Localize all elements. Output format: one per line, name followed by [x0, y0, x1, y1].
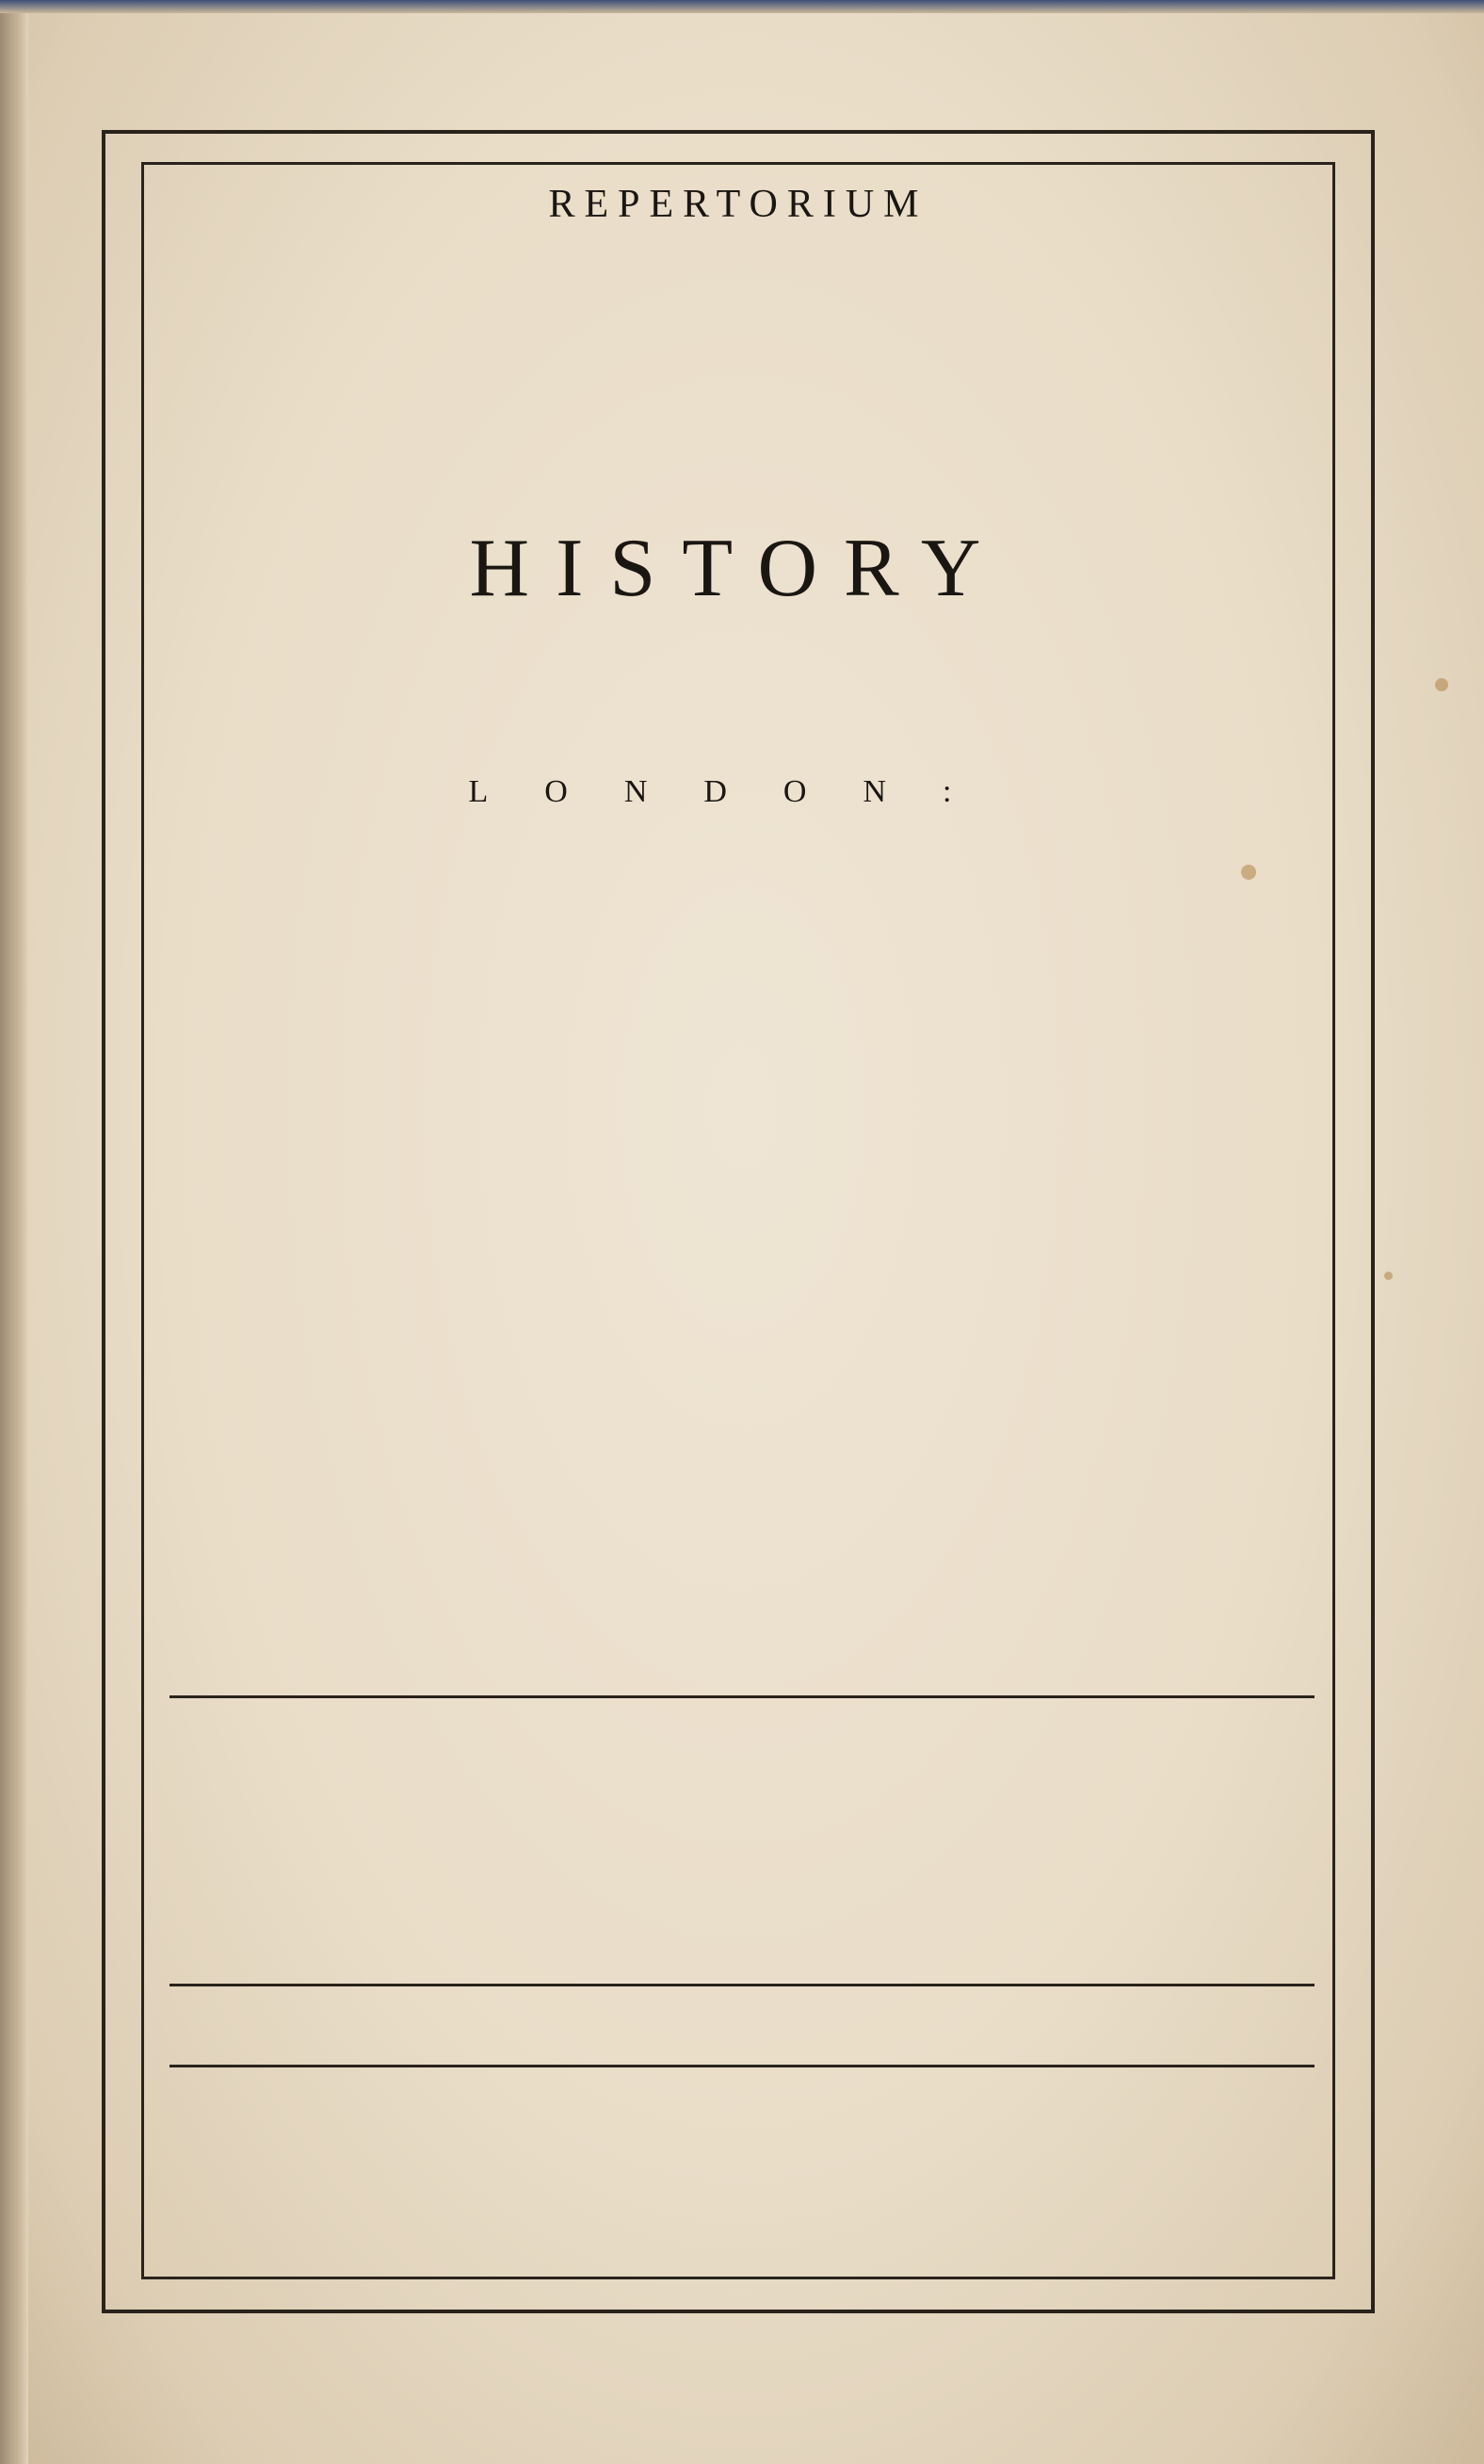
inner-border: [141, 162, 1335, 2279]
top-edge: [0, 0, 1484, 13]
main-title: REPERTORIUM: [548, 183, 928, 226]
foxing-spot: [1435, 678, 1448, 691]
divider-rule: [169, 1984, 1315, 1986]
divider-rule: [169, 1695, 1315, 1698]
foxing-spot: [1384, 1272, 1393, 1280]
london-heading: LONDON:: [468, 774, 1008, 809]
history-heading: HISTORY: [469, 523, 1008, 614]
book-spine-shadow: [0, 0, 28, 2464]
divider-rule: [169, 2065, 1315, 2067]
